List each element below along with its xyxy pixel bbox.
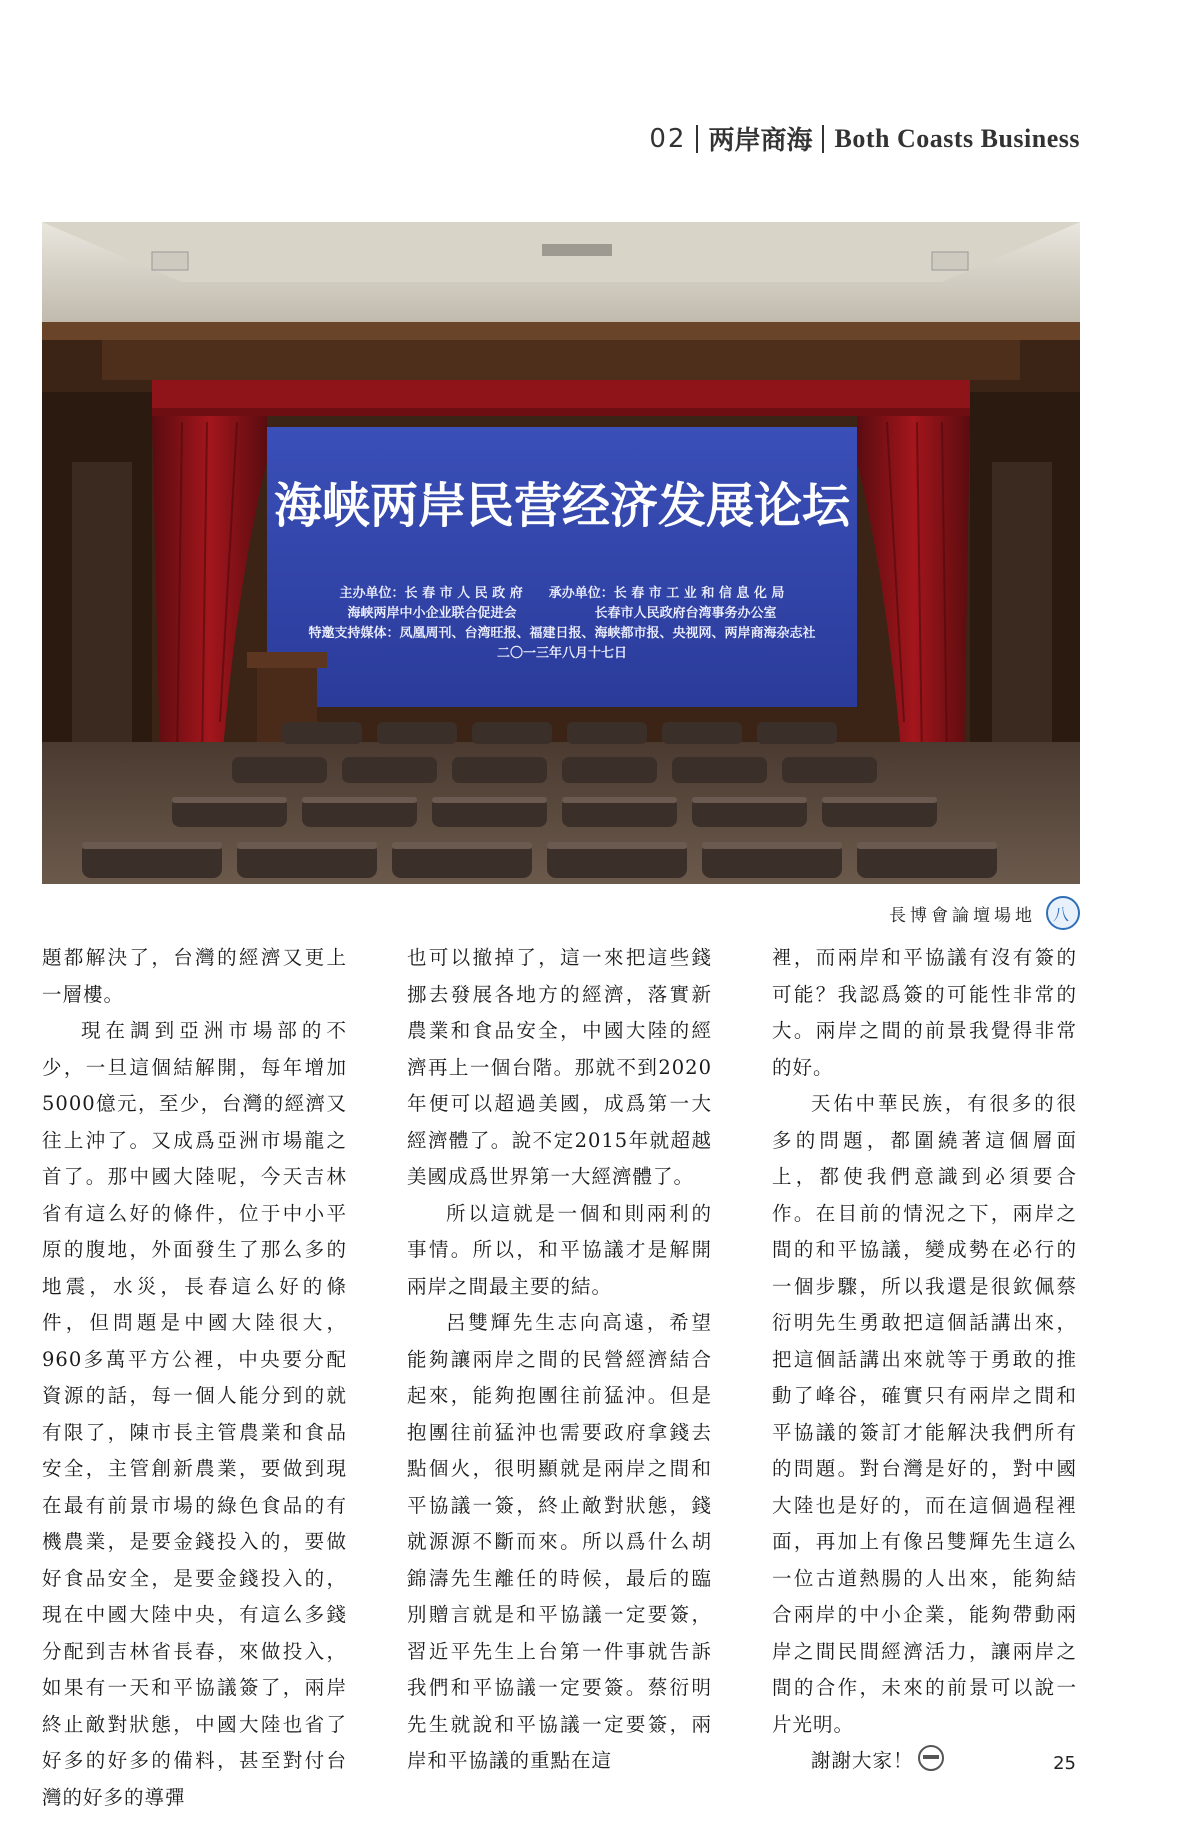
text-column xyxy=(772,940,1077,1816)
banner-line: 二〇一三年八月十七日 xyxy=(496,646,628,661)
banner-line: 主办单位：长 春 市 人 民 政 府 承办单位：长 春 市 工 业 和 信 息 化 局 xyxy=(339,586,785,601)
section-title-cn: 两岸商海 xyxy=(708,126,813,156)
closing-paragraph xyxy=(772,1743,1077,1780)
text-column xyxy=(407,940,712,1816)
banner-line: 海峡两岸中小企业联合促进会 长春市人民政府台湾事务办公室 xyxy=(347,606,777,621)
page-number: 25 xyxy=(1053,1753,1076,1774)
paragraph: 題都解決了，台灣的經濟又更上一層樓。 xyxy=(42,946,347,1006)
text-column xyxy=(42,940,347,1816)
paragraph: 現在調到亞洲市場部的不少，一旦這個結解開，每年增加5000億元，至少，台灣的經濟又往上沖了。又成爲亞洲市場龍之首了。那中國大陸呢，今天吉林省有這么好的條件，位于中小平原的腹地，外面發生了那么多的地震，水災，長春這么好的條件，但問題是中國大陸很大，960多萬平方公裡，中央要分配資源的話，每一個人能分到的就有限了，陳市長主管農業和食品安全，主管創新農業，要做到現在最有前景市場的綠色食品的有機農業，是要金錢投入的，要做好食品安全，是要金錢投入的，現在中國大陸中央，有這么多錢分配到吉林省長春，來做投入，如果有一天和平協議簽了，兩岸終止敵對狀態，中國大陸也省了好多的好多的備料，甚至對付台灣的好多的導彈 xyxy=(42,1019,347,1809)
venue-photo xyxy=(42,222,1080,884)
header-divider xyxy=(696,125,698,153)
magazine-logo-icon xyxy=(918,1745,944,1771)
issue-number: 02 xyxy=(649,123,687,154)
banner-title: 海峡两岸民营经济发展论坛 xyxy=(273,478,851,534)
paragraph: 裡，而兩岸和平協議有沒有簽的可能？我認爲簽的可能性非常的大。兩岸之間的前景我覺得非常的好。 xyxy=(772,946,1077,1079)
banner-line: 特邀支持媒体：凤凰周刊、台湾旺报、福建日报、海峡都市报、央视网、两岸商海杂志社 xyxy=(308,626,816,641)
chinese-eight-icon: 八 xyxy=(1046,896,1080,930)
paragraph: 天佑中華民族，有很多的很多的問題，都圍繞著這個層面上，都使我們意識到必須要合作。在目前的情況之下，兩岸之間的和平協議，變成勢在必行的一個步驟，所以我還是很欽佩蔡衍明先生勇敢把這個話講出來，把這個話講出來就等于勇敢的推動了峰谷，確實只有兩岸之間和平協議的簽訂才能解決我們所有的問題。對台灣是好的，對中國大陸也是好的，而在這個過程裡面，再加上有像呂雙輝先生這么一位古道熱腸的人出來，能夠結合兩岸的中小企業，能夠帶動兩岸之間民間經濟活力，讓兩岸之間的合作，未來的前景可以說一片光明。 xyxy=(772,1092,1077,1736)
venue-photo-illustration xyxy=(42,222,1080,884)
caption-text: 長博會論壇場地 xyxy=(889,905,1036,926)
paragraph: 呂雙輝先生志向高遠，希望能夠讓兩岸之間的民營經濟結合起來，能夠抱團往前猛沖。但是抱團往前猛沖也需要政府拿錢去點個火，很明顯就是兩岸之間和平協議一簽，終止敵對狀態，錢就源源不斷而來。所以爲什么胡錦濤先生離任的時候，最后的臨別贈言就是和平協議一定要簽，習近平先生上台第一件事就告訴我們和平協議一定要簽。蔡衍明先生就說和平協議一定要簽，兩岸和平協議的重點在這 xyxy=(407,1311,712,1772)
article-body xyxy=(42,940,1082,1816)
header-divider xyxy=(822,125,824,153)
paragraph: 也可以撤掉了，這一來把這些錢挪去發展各地方的經濟，落實新農業和食品安全，中國大陸的經濟再上一個台階。那就不到2020年便可以超過美國，成爲第一大經濟體了。說不定2015年就超越美國成爲世界第一大經濟體了。 xyxy=(407,946,712,1188)
section-header xyxy=(649,120,1080,157)
closing-text: 謝謝大家！ xyxy=(811,1749,914,1772)
paragraph: 所以這就是一個和則兩利的事情。所以，和平協議才是解開兩岸之間最主要的結。 xyxy=(407,1201,712,1298)
photo-caption xyxy=(889,896,1080,930)
section-title-en: Both Coasts Business xyxy=(834,123,1080,153)
